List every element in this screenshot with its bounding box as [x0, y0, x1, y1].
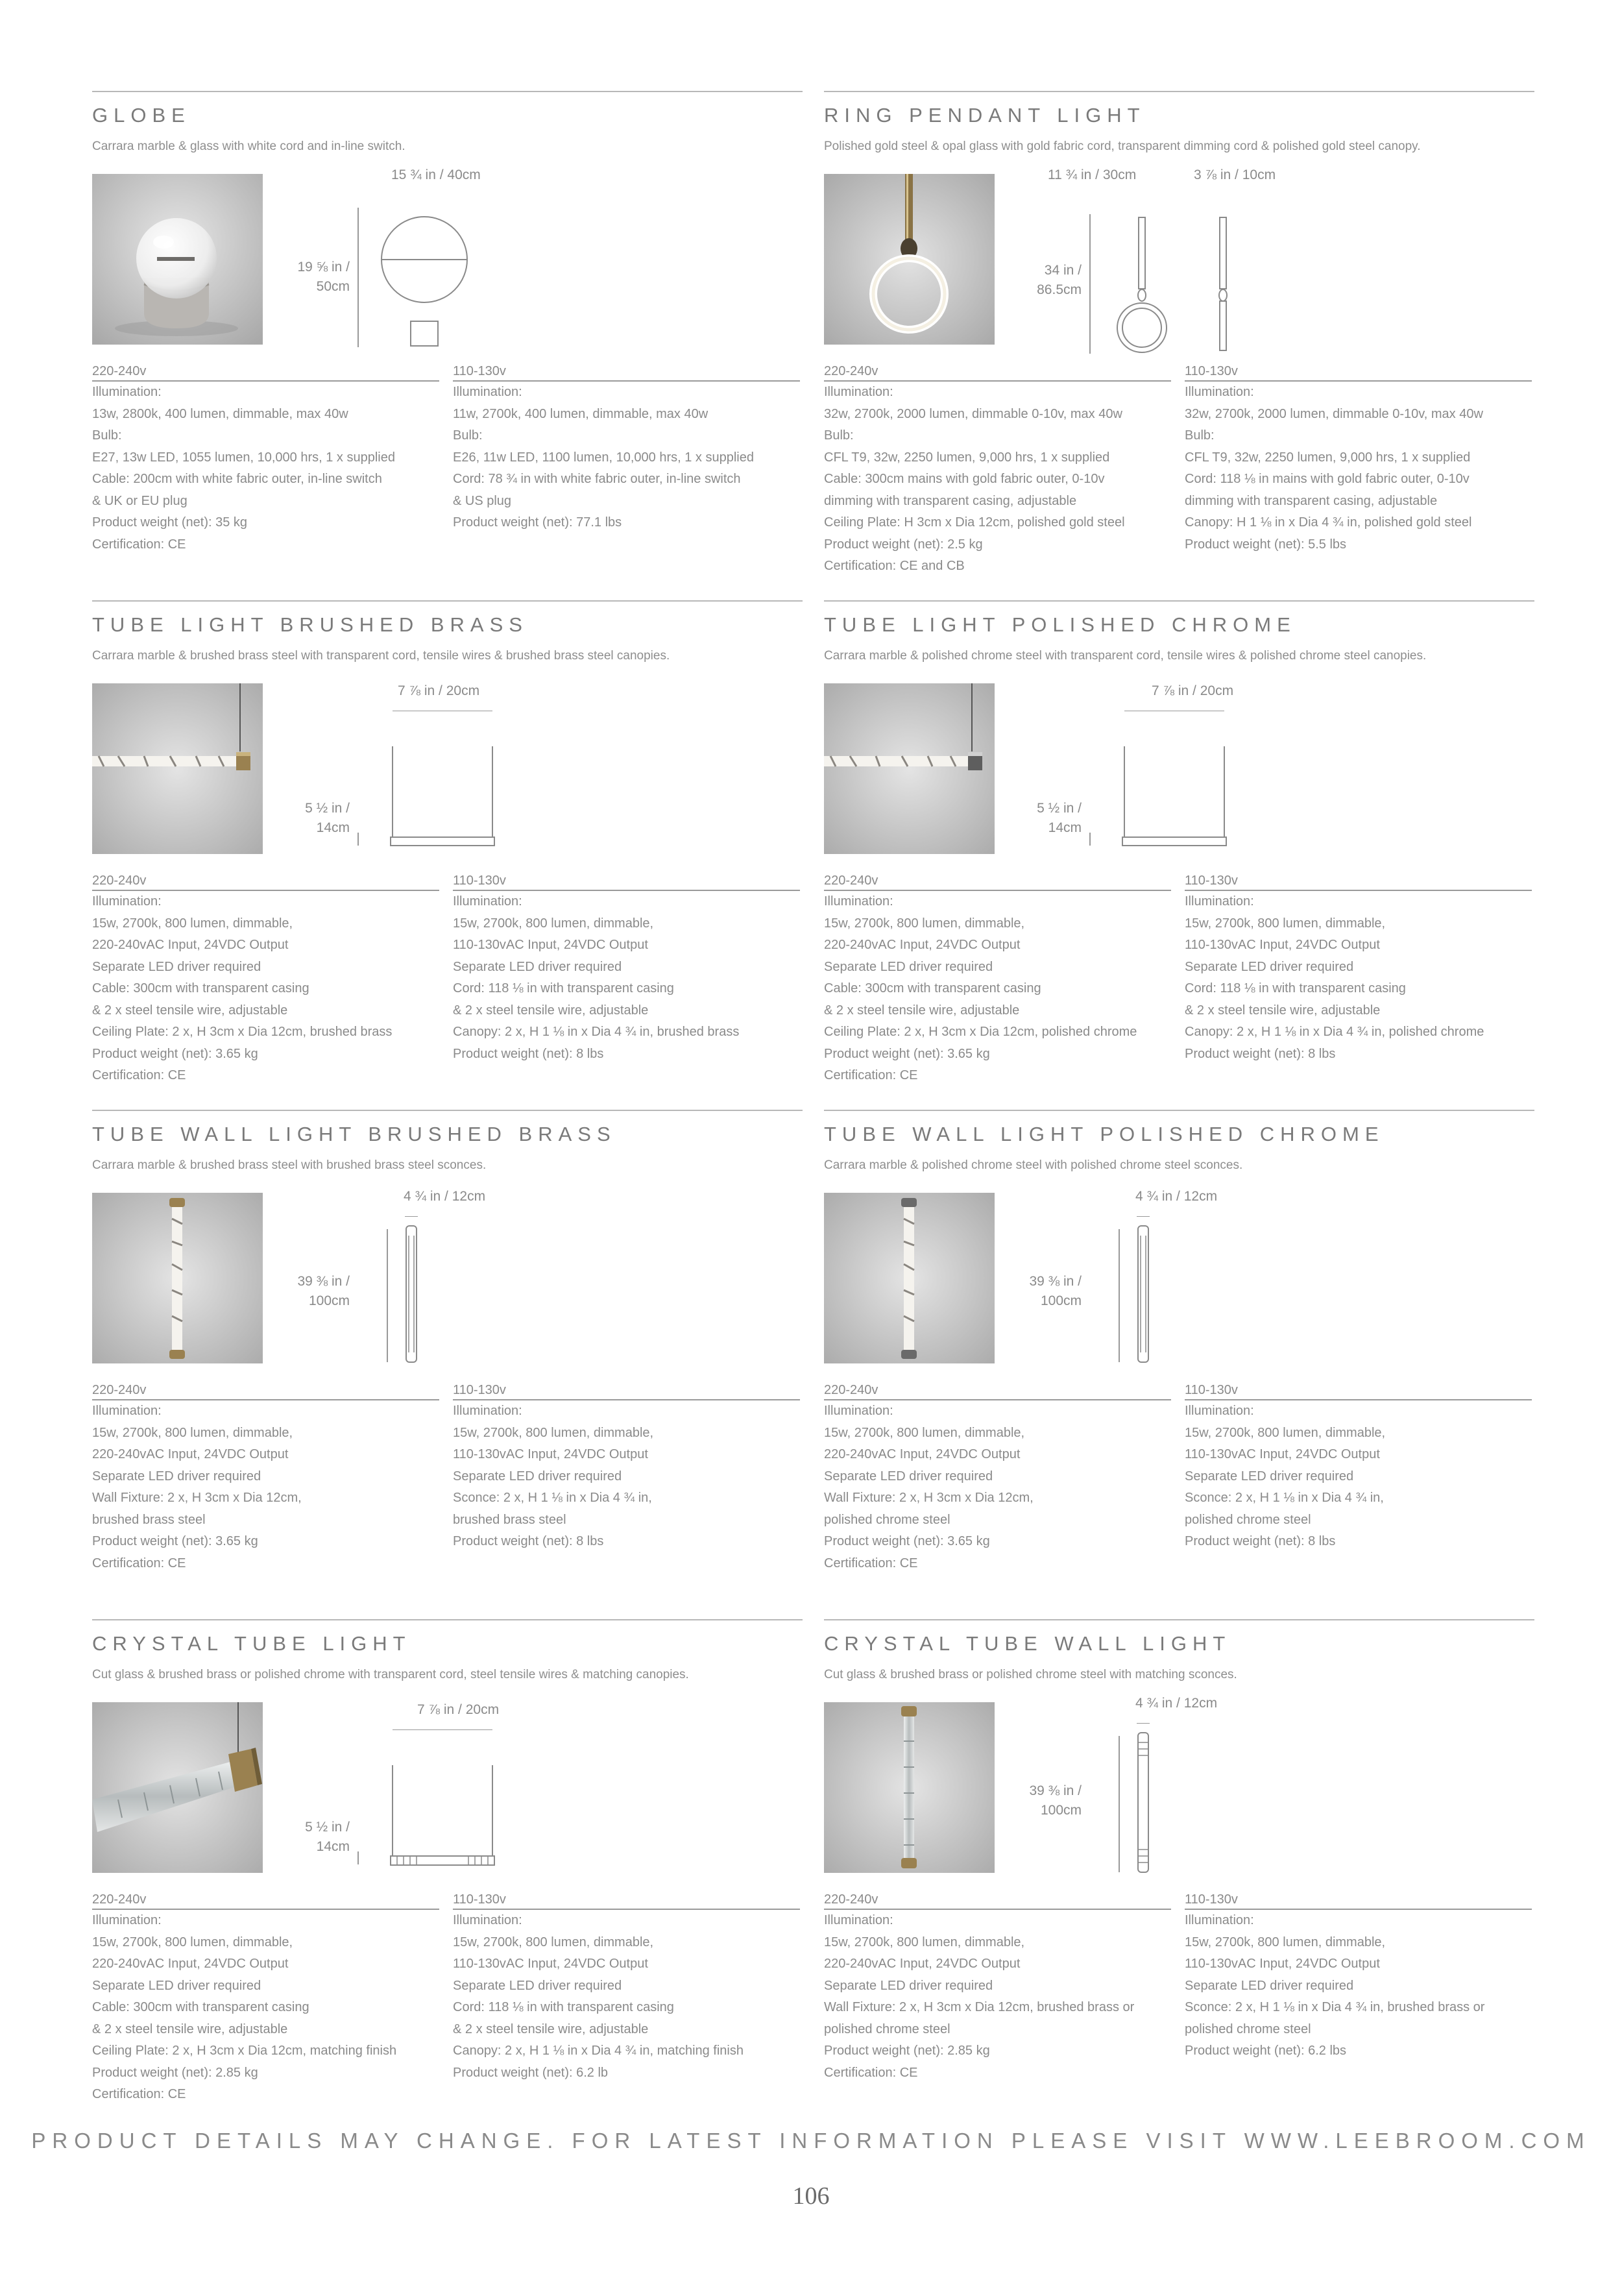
spec-line: Separate LED driver required: [92, 959, 261, 974]
height-dimension: [264, 1272, 350, 1311]
footer-notice: PRODUCT DETAILS MAY CHANGE. FOR LATEST INFORMATION PLEASE VISIT WWW.LEEBROOM.COM: [31, 2129, 1591, 2153]
height-dimension-cm: 14cm: [316, 820, 350, 835]
product-title: CRYSTAL TUBE WALL LIGHT: [824, 1632, 1231, 1655]
spec-line: Ceiling Plate: 2 x, H 3cm x Dia 12cm, brushed brass: [92, 1025, 393, 1039]
spec-line: Illumination:: [453, 1913, 522, 1927]
spec-line: dimming with transparent casing, adjustable: [824, 493, 1077, 508]
spec-line: Certification: CE: [92, 2087, 186, 2101]
spec-line: polished chrome steel: [824, 1512, 950, 1527]
spec-line: Sconce: 2 x, H 1 ⅛ in x Dia 4 ¾ in, brushed brass or: [1185, 2000, 1485, 2014]
page-number: 106: [792, 2182, 830, 2210]
spec-line: & 2 x steel tensile wire, adjustable: [92, 2021, 288, 2036]
spec-220-240v: [824, 362, 1171, 578]
spec-line: Cable: 300cm with transparent casing: [92, 981, 309, 995]
voltage-label: 220-240v: [92, 1890, 439, 1910]
product-photo: [92, 1193, 263, 1363]
spec-line: 220-240vAC Input, 24VDC Output: [824, 1957, 1021, 1971]
spec-line: E26, 11w LED, 1100 lumen, 10,000 hrs, 1 x supplied: [453, 450, 754, 465]
height-dimension-in: 5 ½ in /: [305, 801, 350, 816]
spec-110-130v: [453, 1381, 800, 1553]
width-dimension: 11 ¾ in / 30cm: [1048, 167, 1137, 182]
spec-line: 15w, 2700k, 800 lumen, dimmable,: [1185, 916, 1386, 931]
spec-220-240v: [92, 362, 439, 556]
spec-line: Separate LED driver required: [453, 959, 622, 974]
spec-110-130v: [453, 362, 800, 534]
voltage-label: 220-240v: [92, 1381, 439, 1400]
spec-line: Cable: 300cm with transparent casing: [92, 2000, 309, 2014]
spec-line: Illumination:: [824, 1913, 893, 1927]
width-dimension: 7 ⅞ in / 20cm: [398, 683, 480, 698]
spec-line: Canopy: 2 x, H 1 ⅛ in x Dia 4 ¾ in, brushed brass: [453, 1025, 740, 1039]
spec-220-240v: [824, 1381, 1171, 1574]
width-dimension: 4 ¾ in / 12cm: [1135, 1189, 1218, 1204]
spec-line: polished chrome steel: [1185, 2021, 1311, 2036]
voltage-label: 220-240v: [824, 872, 1171, 891]
spec-220-240v: [92, 1381, 439, 1574]
spec-line: Certification: CE: [824, 1068, 918, 1082]
section-rule: [824, 600, 1534, 602]
spec-line: Certification: CE: [824, 2065, 918, 2080]
spec-line: polished chrome steel: [1185, 1512, 1311, 1527]
tube-wall-light-drawing: [1116, 1216, 1168, 1372]
height-dimension-cm: 14cm: [1048, 820, 1082, 835]
width-dimension-canopy: 3 ⅞ in / 10cm: [1194, 167, 1276, 182]
spec-line: dimming with transparent casing, adjustable: [1185, 493, 1438, 508]
spec-line: Separate LED driver required: [453, 1469, 622, 1484]
spec-line: Sconce: 2 x, H 1 ⅛ in x Dia 4 ¾ in,: [1185, 1491, 1384, 1505]
spec-line: & 2 x steel tensile wire, adjustable: [1185, 1003, 1381, 1018]
product-description: Carrara marble & glass with white cord and in-line switch.: [92, 140, 406, 153]
height-dimension-cm: 100cm: [1040, 1293, 1082, 1308]
spec-line: Bulb:: [92, 428, 122, 443]
tube-light-drawing: [355, 711, 524, 866]
height-dimension: [264, 799, 350, 838]
height-dimension-cm: 14cm: [316, 1839, 350, 1854]
height-dimension: [264, 258, 350, 297]
spec-line: Product weight (net): 3.65 kg: [824, 1534, 990, 1548]
spec-line: 11w, 2700k, 400 lumen, dimmable, max 40w: [453, 406, 708, 421]
section-rule: [92, 91, 803, 92]
spec-line: E27, 13w LED, 1055 lumen, 10,000 hrs, 1 x supplied: [92, 450, 395, 465]
product-description: Cut glass & brushed brass or polished chrome steel with matching sconces.: [824, 1668, 1237, 1681]
voltage-label: 220-240v: [824, 1381, 1171, 1400]
spec-line: Illumination:: [92, 385, 162, 399]
product-description: Carrara marble & brushed brass steel with brushed brass steel sconces.: [92, 1158, 487, 1172]
section-rule: [92, 1619, 803, 1620]
ring-pendant-drawing: [1087, 214, 1242, 357]
spec-line: Illumination:: [824, 894, 893, 909]
height-dimension: [264, 1818, 350, 1857]
spec-220-240v: [824, 872, 1171, 1087]
spec-line: Bulb:: [1185, 428, 1215, 443]
spec-line: 15w, 2700k, 800 lumen, dimmable,: [1185, 1935, 1386, 1949]
spec-line: Cord: 118 ⅛ in with transparent casing: [453, 2000, 674, 2014]
spec-line: Product weight (net): 8 lbs: [453, 1046, 604, 1061]
spec-line: Product weight (net): 8 lbs: [1185, 1534, 1336, 1548]
height-dimension-cm: 100cm: [308, 1293, 350, 1308]
width-dimension: 7 ⅞ in / 20cm: [417, 1702, 500, 1717]
spec-line: Illumination:: [1185, 894, 1254, 909]
voltage-label: 220-240v: [824, 1890, 1171, 1910]
spec-line: 15w, 2700k, 800 lumen, dimmable,: [824, 1425, 1025, 1440]
spec-line: Product weight (net): 3.65 kg: [824, 1046, 990, 1061]
spec-line: Illumination:: [92, 894, 162, 909]
height-dimension-cm: 50cm: [316, 279, 350, 294]
section-rule: [824, 1619, 1534, 1620]
spec-110-130v: [1185, 1890, 1532, 2062]
spec-line: Product weight (net): 2.85 kg: [824, 2044, 990, 2058]
spec-line: Separate LED driver required: [824, 959, 993, 974]
spec-line: Product weight (net): 6.2 lbs: [1185, 2044, 1347, 2058]
spec-line: Separate LED driver required: [1185, 1469, 1354, 1484]
spec-line: Product weight (net): 77.1 lbs: [453, 515, 622, 530]
spec-line: Ceiling Plate: 2 x, H 3cm x Dia 12cm, polished chrome: [824, 1025, 1137, 1039]
voltage-label: 110-130v: [453, 1890, 800, 1910]
spec-line: 15w, 2700k, 800 lumen, dimmable,: [1185, 1425, 1386, 1440]
product-description: Carrara marble & polished chrome steel with polished chrome steel sconces.: [824, 1158, 1243, 1172]
voltage-label: 220-240v: [824, 362, 1171, 382]
spec-line: CFL T9, 32w, 2250 lumen, 9,000 hrs, 1 x supplied: [824, 450, 1110, 465]
spec-line: 13w, 2800k, 400 lumen, dimmable, max 40w: [92, 406, 348, 421]
width-dimension: 4 ¾ in / 12cm: [1135, 1696, 1218, 1711]
height-dimension: [996, 1781, 1082, 1820]
spec-line: Canopy: 2 x, H 1 ⅛ in x Dia 4 ¾ in, polished chrome: [1185, 1025, 1484, 1039]
spec-line: Separate LED driver required: [824, 1469, 993, 1484]
voltage-label: 110-130v: [1185, 1890, 1532, 1910]
spec-line: 15w, 2700k, 800 lumen, dimmable,: [453, 1935, 654, 1949]
spec-line: Cord: 118 ⅛ in mains with gold fabric outer, 0-10v: [1185, 472, 1470, 486]
spec-line: Illumination:: [453, 894, 522, 909]
product-photo: [824, 1702, 995, 1873]
spec-line: Product weight (net): 2.85 kg: [92, 2065, 258, 2080]
height-dimension: [996, 799, 1082, 838]
product-title: TUBE WALL LIGHT POLISHED CHROME: [824, 1123, 1385, 1145]
product-photo: [824, 174, 995, 345]
spec-line: Separate LED driver required: [1185, 1978, 1354, 1993]
spec-line: Certification: CE: [92, 1556, 186, 1570]
product-photo: [92, 174, 263, 345]
spec-line: Certification: CE: [92, 1068, 186, 1082]
spec-line: Certification: CE: [824, 1556, 918, 1570]
spec-line: 15w, 2700k, 800 lumen, dimmable,: [824, 916, 1025, 931]
voltage-label: 110-130v: [1185, 362, 1532, 382]
spec-line: & US plug: [453, 493, 512, 508]
height-dimension-cm: 100cm: [1040, 1803, 1082, 1818]
product-description: Polished gold steel & opal glass with gold fabric cord, transparent dimming cord & polished gold steel canopy.: [824, 140, 1421, 153]
height-dimension-in: 39 ⅜ in /: [1029, 1274, 1082, 1289]
spec-220-240v: [92, 872, 439, 1087]
section-rule: [824, 1110, 1534, 1111]
spec-line: Ceiling Plate: H 3cm x Dia 12cm, polished gold steel: [824, 515, 1125, 530]
spec-line: Cord: 78 ¾ in with white fabric outer, in-line switch: [453, 472, 741, 486]
spec-line: 220-240vAC Input, 24VDC Output: [92, 1447, 289, 1461]
spec-line: Illumination:: [92, 1404, 162, 1418]
spec-line: Product weight (net): 3.65 kg: [92, 1046, 258, 1061]
height-dimension-in: 39 ⅜ in /: [297, 1274, 350, 1289]
spec-line: Illumination:: [453, 1404, 522, 1418]
spec-line: polished chrome steel: [824, 2021, 950, 2036]
section-rule: [92, 1110, 803, 1111]
spec-line: Separate LED driver required: [824, 1978, 993, 1993]
voltage-label: 110-130v: [453, 1381, 800, 1400]
spec-line: Separate LED driver required: [92, 1978, 261, 1993]
spec-line: Product weight (net): 5.5 lbs: [1185, 537, 1347, 552]
spec-220-240v: [92, 1890, 439, 2106]
spec-line: & 2 x steel tensile wire, adjustable: [453, 2021, 649, 2036]
spec-line: & 2 x steel tensile wire, adjustable: [92, 1003, 288, 1018]
spec-line: 220-240vAC Input, 24VDC Output: [92, 1957, 289, 1971]
crystal-tube-light-drawing: [355, 1729, 524, 1885]
voltage-label: 110-130v: [453, 872, 800, 891]
spec-line: 220-240vAC Input, 24VDC Output: [92, 938, 289, 952]
spec-line: Product weight (net): 6.2 lb: [453, 2065, 609, 2080]
spec-line: Illumination:: [453, 385, 522, 399]
width-dimension: 4 ¾ in / 12cm: [404, 1189, 486, 1204]
voltage-label: 220-240v: [92, 362, 439, 382]
spec-line: Cable: 300cm mains with gold fabric outer, 0-10v: [824, 472, 1105, 486]
height-dimension-in: 39 ⅜ in /: [1029, 1783, 1082, 1798]
section-rule: [824, 91, 1534, 92]
spec-line: Illumination:: [824, 385, 893, 399]
spec-line: 15w, 2700k, 800 lumen, dimmable,: [453, 1425, 654, 1440]
spec-line: & 2 x steel tensile wire, adjustable: [453, 1003, 649, 1018]
tube-wall-light-drawing: [384, 1216, 436, 1372]
width-dimension: 7 ⅞ in / 20cm: [1152, 683, 1234, 698]
spec-line: Cord: 118 ⅛ in with transparent casing: [453, 981, 674, 995]
spec-110-130v: [1185, 872, 1532, 1065]
spec-line: 15w, 2700k, 800 lumen, dimmable,: [453, 916, 654, 931]
spec-line: Sconce: 2 x, H 1 ⅛ in x Dia 4 ¾ in,: [453, 1491, 652, 1505]
spec-line: Cable: 200cm with white fabric outer, in-line switch: [92, 472, 382, 486]
spec-line: Ceiling Plate: 2 x, H 3cm x Dia 12cm, matching finish: [92, 2044, 397, 2058]
voltage-label: 110-130v: [1185, 1381, 1532, 1400]
spec-line: Separate LED driver required: [92, 1469, 261, 1484]
spec-line: 32w, 2700k, 2000 lumen, dimmable 0-10v, max 40w: [824, 406, 1122, 421]
spec-line: 15w, 2700k, 800 lumen, dimmable,: [92, 1935, 293, 1949]
spec-line: 32w, 2700k, 2000 lumen, dimmable 0-10v, max 40w: [1185, 406, 1483, 421]
spec-line: Product weight (net): 3.65 kg: [92, 1534, 258, 1548]
spec-line: 220-240vAC Input, 24VDC Output: [824, 1447, 1021, 1461]
height-dimension: [996, 261, 1082, 300]
spec-line: 15w, 2700k, 800 lumen, dimmable,: [92, 916, 293, 931]
product-title: TUBE LIGHT POLISHED CHROME: [824, 613, 1296, 636]
height-dimension-in: 34 in /: [1044, 263, 1082, 278]
spec-line: Canopy: H 1 ⅛ in x Dia 4 ¾ in, polished gold steel: [1185, 515, 1472, 530]
spec-line: 15w, 2700k, 800 lumen, dimmable,: [92, 1425, 293, 1440]
voltage-label: 110-130v: [453, 362, 800, 382]
spec-line: & 2 x steel tensile wire, adjustable: [824, 1003, 1020, 1018]
spec-line: Product weight (net): 8 lbs: [453, 1534, 604, 1548]
height-dimension: [996, 1272, 1082, 1311]
spec-line: Cord: 118 ⅛ in with transparent casing: [1185, 981, 1406, 995]
product-title: CRYSTAL TUBE LIGHT: [92, 1632, 411, 1655]
height-dimension-in: 5 ½ in /: [1037, 801, 1082, 816]
spec-line: Bulb:: [453, 428, 483, 443]
spec-110-130v: [453, 1890, 800, 2084]
width-dimension: 15 ¾ in / 40cm: [391, 167, 481, 182]
spec-line: Product weight (net): 35 kg: [92, 515, 248, 530]
spec-110-130v: [1185, 362, 1532, 556]
spec-line: Certification: CE and CB: [824, 559, 965, 573]
product-description: Carrara marble & brushed brass steel with transparent cord, tensile wires & brushed brass steel canopies.: [92, 649, 670, 663]
spec-line: brushed brass steel: [453, 1512, 566, 1527]
height-dimension-in: 19 ⅝ in /: [297, 260, 350, 275]
spec-line: 110-130vAC Input, 24VDC Output: [453, 1447, 648, 1461]
spec-line: Bulb:: [824, 428, 854, 443]
spec-line: 220-240vAC Input, 24VDC Output: [824, 938, 1021, 952]
spec-110-130v: [453, 872, 800, 1065]
spec-line: Illumination:: [1185, 1913, 1254, 1927]
product-title: GLOBE: [92, 104, 191, 127]
height-dimension-in: 5 ½ in /: [305, 1820, 350, 1835]
globe-drawing: [355, 188, 472, 352]
product-description: Carrara marble & polished chrome steel with transparent cord, tensile wires & polished chrome steel canopies.: [824, 649, 1427, 663]
spec-line: 15w, 2700k, 800 lumen, dimmable,: [824, 1935, 1025, 1949]
spec-line: Illumination:: [92, 1913, 162, 1927]
spec-line: Wall Fixture: 2 x, H 3cm x Dia 12cm, brushed brass or: [824, 2000, 1135, 2014]
spec-line: Product weight (net): 2.5 kg: [824, 537, 983, 552]
voltage-label: 110-130v: [1185, 872, 1532, 891]
spec-line: 110-130vAC Input, 24VDC Output: [1185, 1447, 1380, 1461]
voltage-label: 220-240v: [92, 872, 439, 891]
tube-light-drawing: [1087, 711, 1255, 866]
product-title: TUBE WALL LIGHT BRUSHED BRASS: [92, 1123, 616, 1145]
spec-line: Product weight (net): 8 lbs: [1185, 1046, 1336, 1061]
spec-line: 110-130vAC Input, 24VDC Output: [1185, 938, 1380, 952]
spec-110-130v: [1185, 1381, 1532, 1553]
spec-line: brushed brass steel: [92, 1512, 206, 1527]
spec-line: Separate LED driver required: [1185, 959, 1354, 974]
product-description: Cut glass & brushed brass or polished chrome with transparent cord, steel tensile wires & matching canopies.: [92, 1668, 689, 1681]
spec-line: 110-130vAC Input, 24VDC Output: [1185, 1957, 1380, 1971]
product-photo: [92, 1702, 263, 1873]
spec-220-240v: [824, 1890, 1171, 2084]
height-dimension-cm: 86.5cm: [1037, 282, 1082, 297]
product-photo: [824, 1193, 995, 1363]
spec-line: Separate LED driver required: [453, 1978, 622, 1993]
spec-line: Canopy: 2 x, H 1 ⅛ in x Dia 4 ¾ in, matching finish: [453, 2044, 744, 2058]
product-title: TUBE LIGHT BRUSHED BRASS: [92, 613, 528, 636]
spec-line: Wall Fixture: 2 x, H 3cm x Dia 12cm,: [92, 1491, 302, 1505]
product-photo: [824, 683, 995, 854]
product-title: RING PENDANT LIGHT: [824, 104, 1146, 127]
spec-line: 110-130vAC Input, 24VDC Output: [453, 1957, 648, 1971]
spec-line: Certification: CE: [92, 537, 186, 552]
spec-line: Wall Fixture: 2 x, H 3cm x Dia 12cm,: [824, 1491, 1034, 1505]
spec-line: & UK or EU plug: [92, 493, 188, 508]
spec-line: Illumination:: [824, 1404, 893, 1418]
spec-line: Illumination:: [1185, 385, 1254, 399]
spec-line: 110-130vAC Input, 24VDC Output: [453, 938, 648, 952]
spec-line: Illumination:: [1185, 1404, 1254, 1418]
spec-line: Cable: 300cm with transparent casing: [824, 981, 1041, 995]
product-photo: [92, 683, 263, 854]
spec-line: CFL T9, 32w, 2250 lumen, 9,000 hrs, 1 x supplied: [1185, 450, 1471, 465]
section-rule: [92, 600, 803, 602]
crystal-tube-wall-light-drawing: [1116, 1723, 1168, 1882]
